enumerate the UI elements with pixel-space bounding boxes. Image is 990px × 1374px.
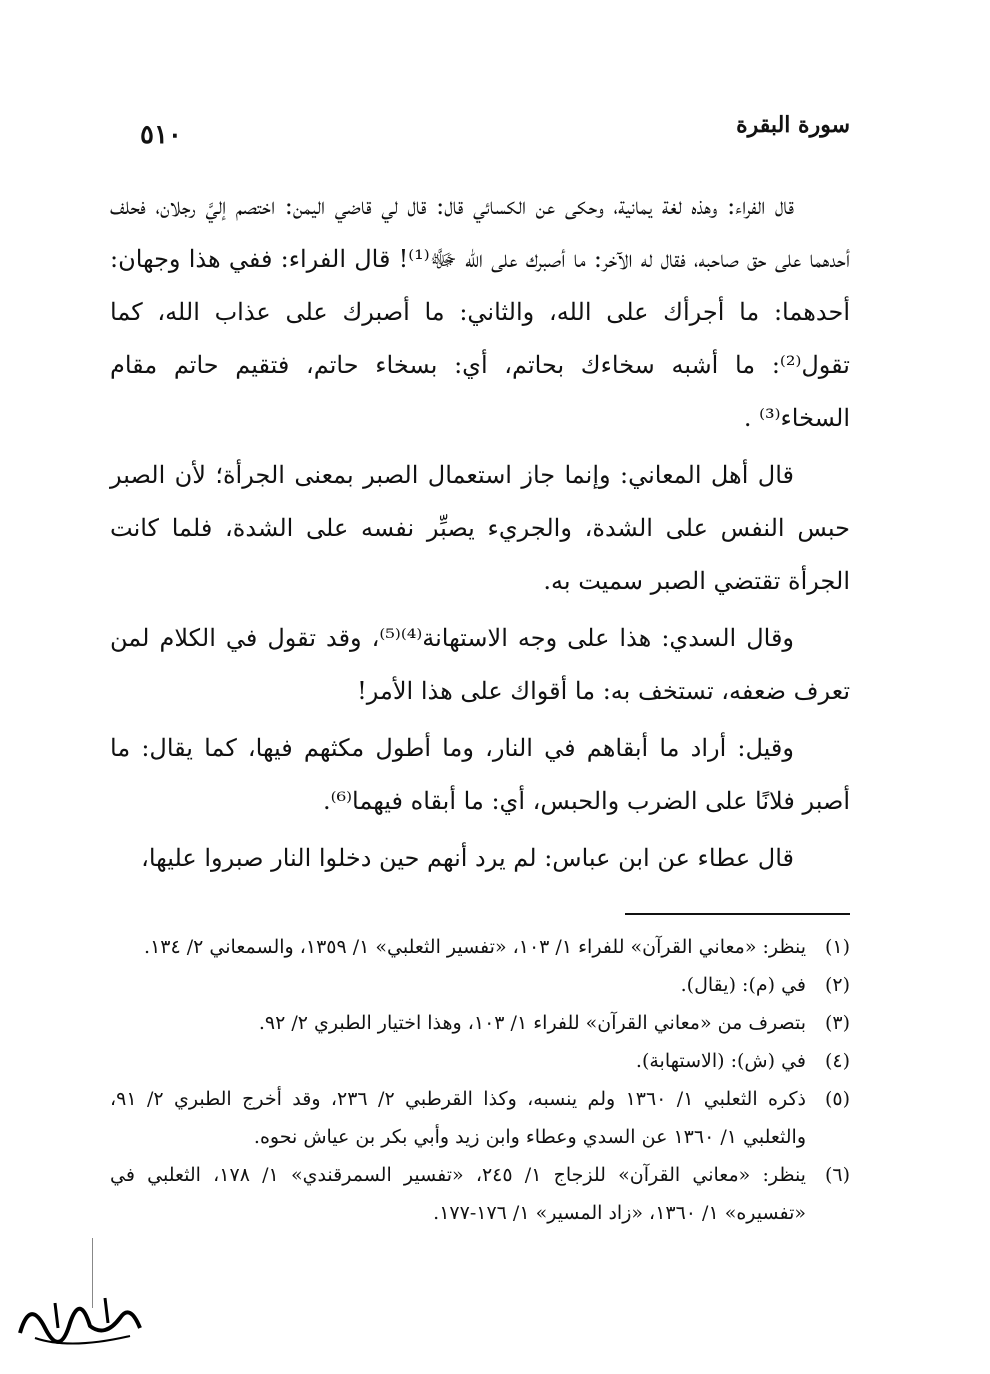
footnote-4	[110, 1042, 850, 1080]
footnote-1	[110, 928, 850, 966]
footnote-number: (٤)	[824, 1050, 850, 1072]
paragraph-4: وقيل: أراد ما أبقاهم في النار، وما أطول مكثهم فيها، كما يقال: ما أصبر فلانًا على الضرب والحبس، أي: ما أبقاه فيهما⁽⁶⁾.	[110, 734, 850, 815]
paragraph-1: قال الفراء: وهذه لغة يمانية، وحكى عن الكسائي قال: قال لي قاضي اليمن: اختصم إليَّ رجلان، فحلف أحدهما على حق صاحبه، فقال له الآخر: ما أصبرك على الله ﷻ⁽¹⁾! قال الفراء: ففي هذا وجهان: أحدهما: ما أجرأك على الله، والثاني: ما أصبرك على عذاب الله، كما تقول⁽²⁾: ما أشبه سخاءك بحاتم، أي: بسخاء حاتم، فتقيم حاتم مقام السخاء⁽³⁾ .	[110, 192, 850, 432]
footnote-number: (٢)	[824, 974, 850, 996]
calligraphy-logo	[10, 1278, 150, 1358]
footnote-6	[110, 1156, 850, 1232]
footnote-number: (٣)	[824, 1012, 850, 1034]
footnote-number: (١)	[824, 936, 850, 958]
footnote-number: (٥)	[824, 1088, 850, 1110]
footnote-text: في (ش): (الاستهابة).	[635, 1050, 806, 1072]
footnote-separator	[625, 913, 850, 915]
paragraph-2: قال أهل المعاني: وإنما جاز استعمال الصبر بمعنى الجرأة؛ لأن الصبر حبس النفس على الشدة، والجريء يصبِّر نفسه على الشدة، فلما كانت الجرأة تقتضي الصبر سميت به.	[110, 461, 850, 595]
footnote-text: ينظر: «معاني القرآن» للزجاج ١/ ٢٤٥، «تفسير السمرقندي» ١/ ١٧٨، الثعلبي في «تفسيره» ١/ ١٣٦٠، «زاد المسير» ١/ ١٧٦-١٧٧.	[110, 1164, 806, 1224]
footnote-3	[110, 1004, 850, 1042]
footnote-text: ذكره الثعلبي ١/ ١٣٦٠ ولم ينسبه، وكذا القرطبي ٢/ ٢٣٦، وقد أخرج الطبري ٢/ ٩١، والثعلبي ١/ ١٣٦٠ عن السدي وعطاء وابن زيد وأبي بكر بن عياش نحوه.	[110, 1088, 806, 1148]
footnote-2	[110, 966, 850, 1004]
footnote-text: في (م): (يقال).	[680, 974, 806, 996]
footnotes	[110, 928, 850, 1232]
footnote-number: (٦)	[824, 1164, 850, 1186]
footnote-text: ينظر: «معاني القرآن» للفراء ١/ ١٠٣، «تفسير الثعلبي» ١/ ١٣٥٩، والسمعاني ٢/ ١٣٤.	[144, 936, 806, 958]
footnote-text: بتصرف من «معاني القرآن» للفراء ١/ ١٠٣، وهذا اختيار الطبري ٢/ ٩٢.	[258, 1012, 806, 1034]
footnote-5	[110, 1080, 850, 1156]
page-title: سورة البقرة	[736, 112, 850, 138]
page-number: ٥١٠	[140, 120, 182, 150]
main-text	[110, 180, 850, 885]
page-header	[140, 112, 850, 162]
paragraph-5: قال عطاء عن ابن عباس: لم يرد أنهم حين دخلوا النار صبروا عليها،	[141, 844, 794, 872]
paragraph-3: وقال السدي: هذا على وجه الاستهانة⁽⁴⁾⁽⁵⁾، وقد تقول في الكلام لمن تعرف ضعفه، تستخف به: ما أقواك على هذا الأمر!	[110, 624, 850, 705]
